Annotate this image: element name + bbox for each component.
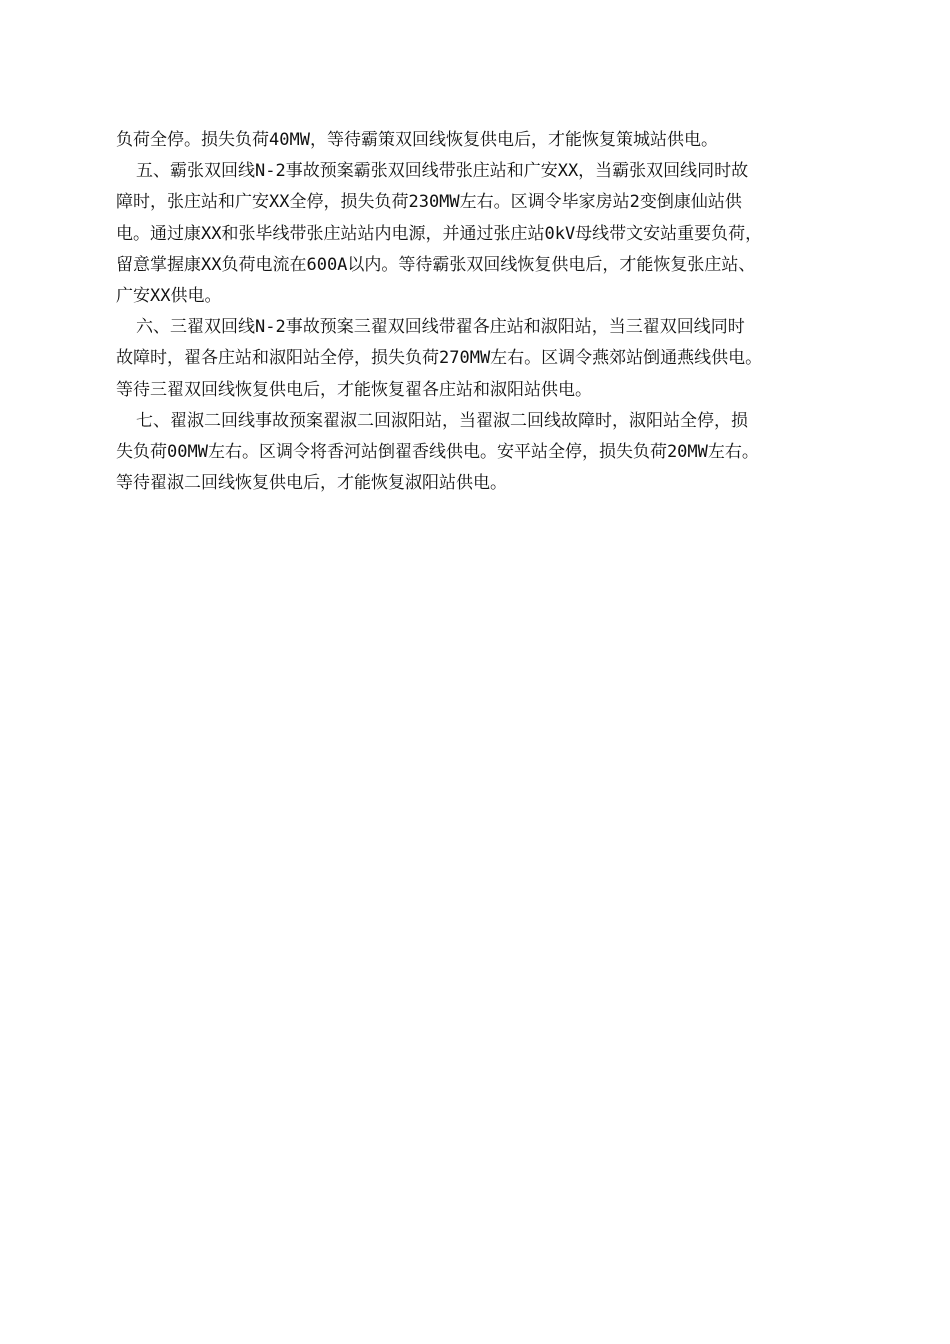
text-line: 等待翟淑二回线恢复供电后，才能恢复淑阳站供电。	[116, 473, 507, 494]
text-line: 六、三翟双回线N-2事故预案三翟双回线带翟各庄站和淑阳站，当三翟双回线同时	[136, 317, 745, 338]
text-line: 广安XX供电。	[116, 285, 222, 306]
text-line: 负荷全停。损失负荷40MW，等待霸策双回线恢复供电后，才能恢复策城站供电。	[116, 130, 718, 150]
text-line: 障时，张庄站和广安XX全停，损失负荷230MW左右。区调令毕家房站2变倒康仙站供	[116, 192, 742, 213]
text-line: 留意掌握康XX负荷电流在600A以内。等待霸张双回线恢复供电后，才能恢复张庄站、	[116, 254, 756, 275]
document-body	[116, 125, 846, 499]
text-line: 五、霸张双回线N-2事故预案霸张双回线带张庄站和广安XX，当霸张双回线同时故	[136, 161, 749, 182]
text-line: 等待三翟双回线恢复供电后，才能恢复翟各庄站和淑阳站供电。	[116, 379, 592, 400]
text-line: 电。通过康XX和张毕线带张庄站站内电源，并通过张庄站0kV母线带文安站重要负荷，	[116, 223, 763, 244]
text-line: 七、翟淑二回线事故预案翟淑二回淑阳站，当翟淑二回线故障时，淑阳站全停，损	[136, 410, 748, 431]
text-line: 失负荷00MW左右。区调令将香河站倒翟香线供电。安平站全停，损失负荷20MW左右。	[116, 441, 759, 462]
text-line: 故障时，翟各庄站和淑阳站全停，损失负荷270MW左右。区调令燕郊站倒通燕线供电。	[116, 348, 763, 369]
